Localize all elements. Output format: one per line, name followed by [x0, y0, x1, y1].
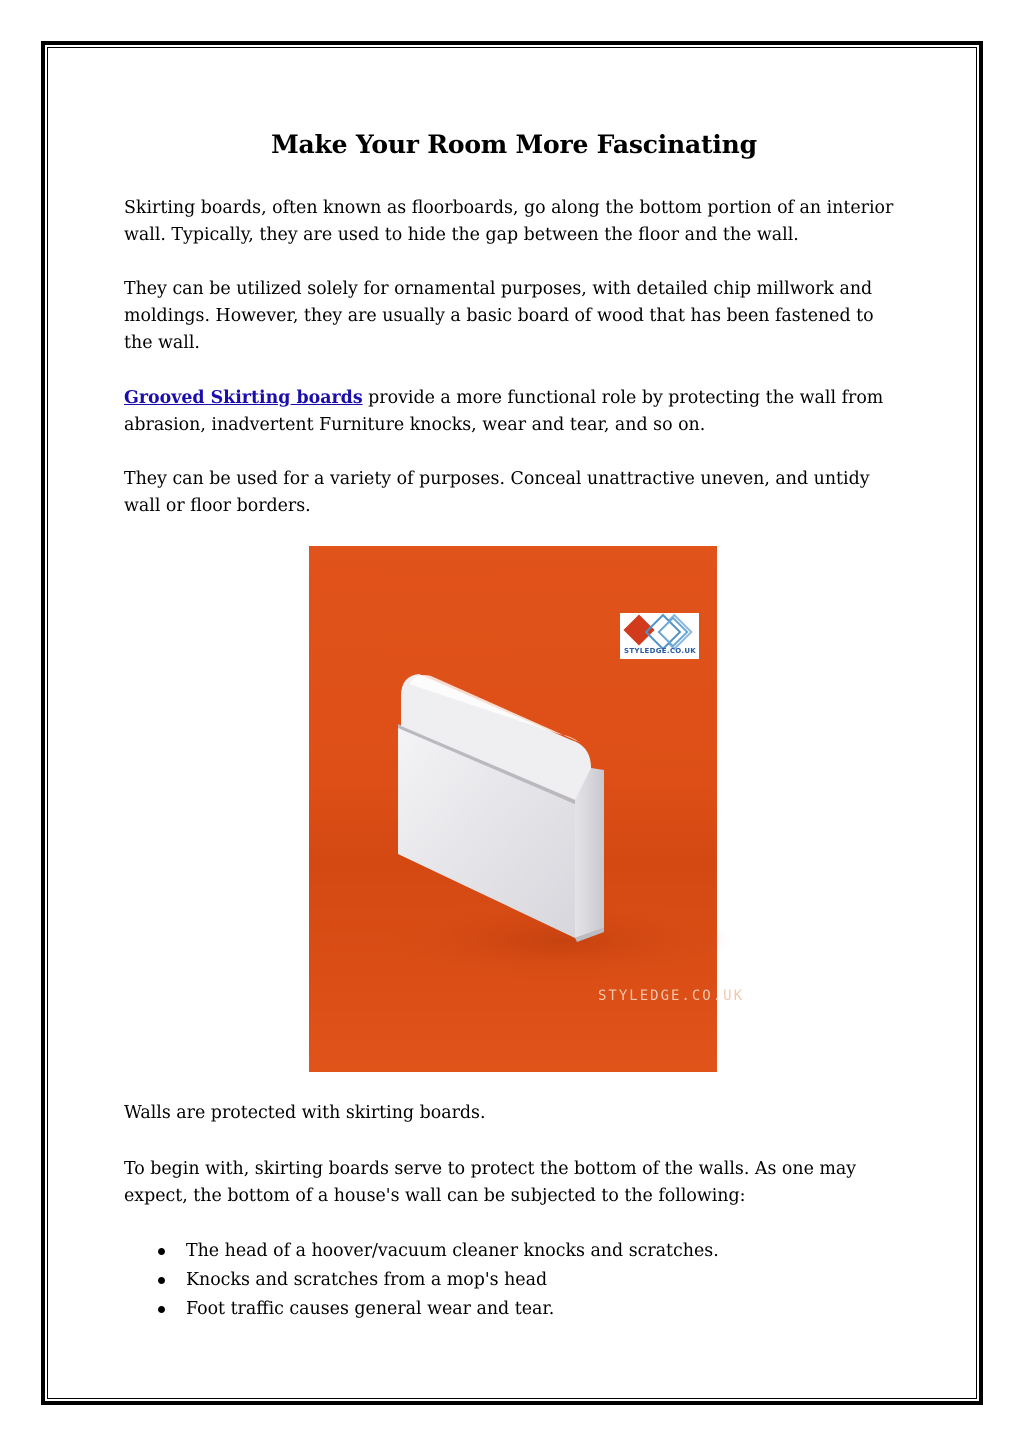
- paragraph-intro: Skirting boards, often known as floorboards, go along the bottom portion of an interior wall. Typically, they are used to hide the gap between the floor and the wall.: [124, 198, 894, 245]
- image-watermark: STYLEDGE.CO.UK: [598, 988, 745, 1004]
- paragraph-walls-protected: Walls are protected with skirting boards.: [124, 1103, 486, 1123]
- paragraph-ornamental: They can be utilized solely for ornamental purposes, with detailed chip millwork and moldings. However, they are usually a basic board of wood that has been fastened to the wall.: [124, 279, 874, 353]
- list-item: [124, 1295, 904, 1324]
- paragraph-grooved: [124, 385, 904, 439]
- list-item-text: Foot traffic causes general wear and tear.: [186, 1299, 555, 1319]
- bullet-icon: [158, 1277, 165, 1284]
- list-item-text: The head of a hoover/vacuum cleaner knocks and scratches.: [186, 1241, 719, 1261]
- bullet-list: [124, 1237, 904, 1324]
- paragraph-grooved-text: provide a more functional role by protecting the wall from abrasion, inadvertent Furniture knocks, wear and tear, and so on.: [124, 388, 884, 435]
- skirting-board-image: [309, 546, 745, 1072]
- document-body: [124, 118, 904, 520]
- styledge-logo: [620, 613, 699, 659]
- list-item: [124, 1266, 904, 1295]
- list-item: [124, 1237, 904, 1266]
- list-item-text: Knocks and scratches from a mop's head: [186, 1270, 548, 1290]
- grooved-skirting-boards-link[interactable]: Grooved Skirting boards: [124, 388, 363, 408]
- paragraph-begin: To begin with, skirting boards serve to protect the bottom of the walls. As one may expect, the bottom of a house's wall can be subjected to the following:: [124, 1159, 857, 1206]
- logo-text: STYLEDGE.CO.UK: [624, 647, 697, 655]
- bullet-icon: [158, 1248, 165, 1255]
- paragraph-purposes: They can be used for a variety of purposes. Conceal unattractive uneven, and untidy wall or floor borders.: [124, 469, 870, 516]
- bullet-icon: [158, 1306, 165, 1313]
- page-title: Make Your Room More Fascinating: [271, 130, 757, 159]
